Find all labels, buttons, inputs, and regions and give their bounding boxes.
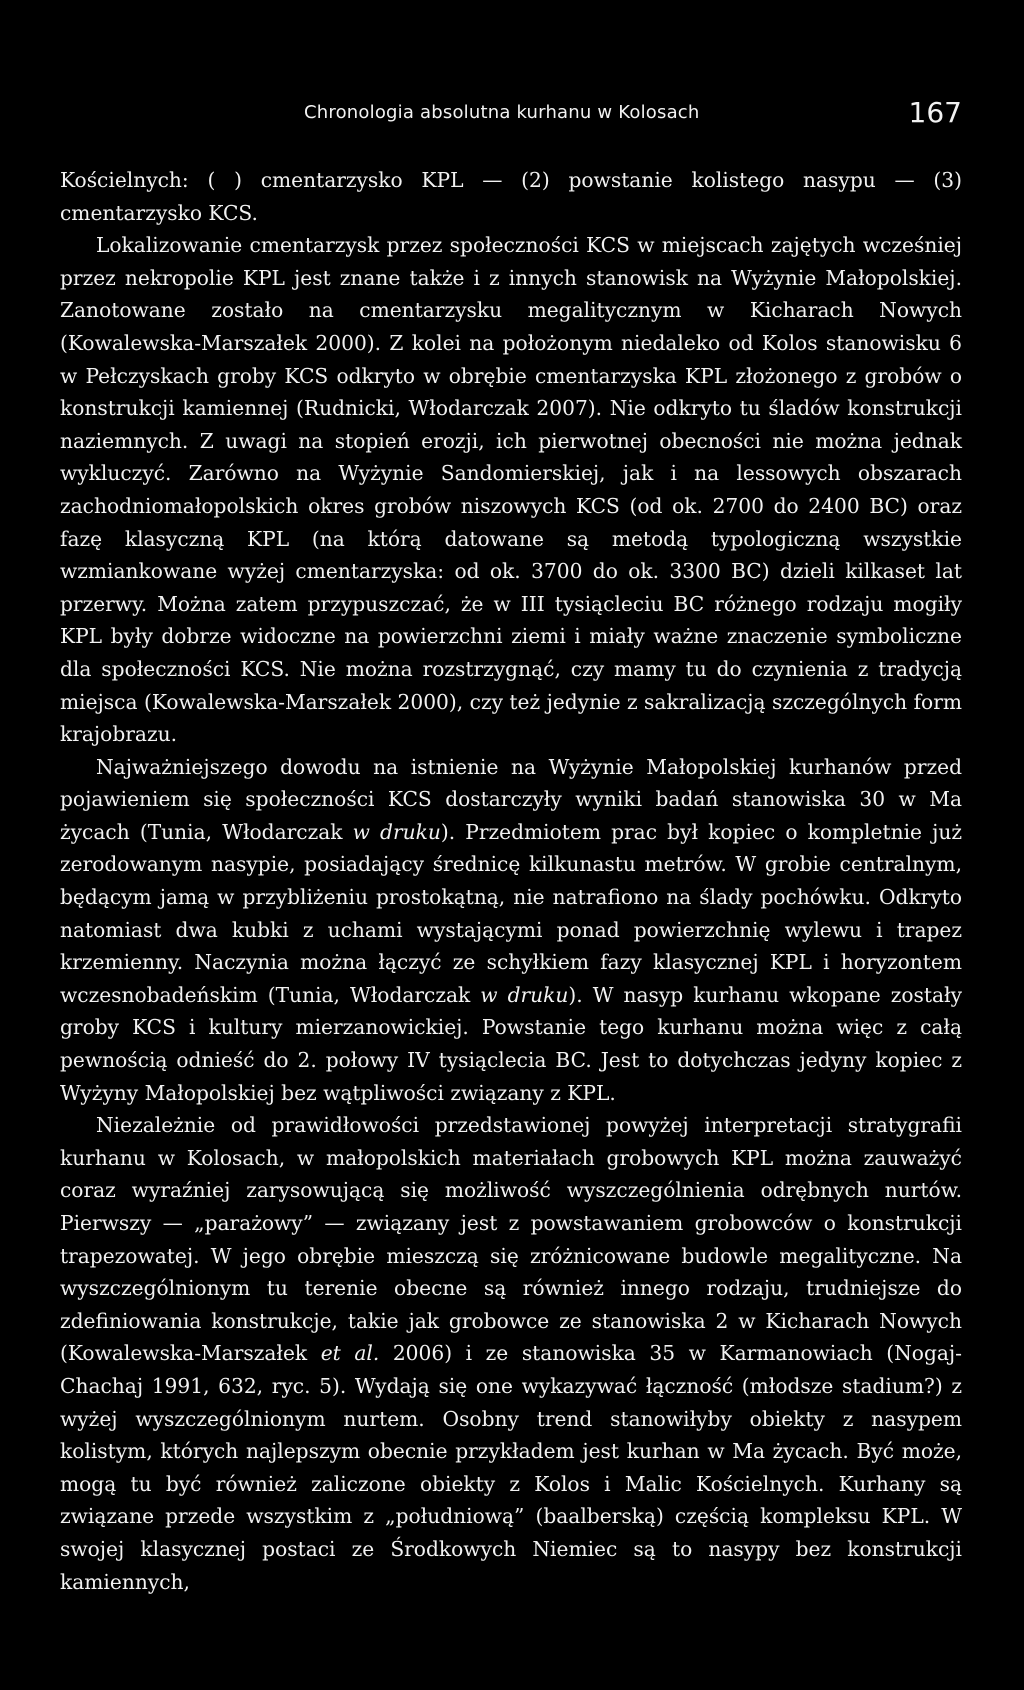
paragraph-text-part: 2006) i ze stanowiska 35 w Karmanowiach (Nogaj-Chachaj 1991, 632, ryc. 5). Wydają się one wykazywać łączność (młodsze stadium?) z wyżej wyszczególnionym nurtem. Osobny trend stanowiłyby obiekty z nasypem kolistym, których najlepszym obecnie przykładem jest kurhan w Ma życach. Być może, mogą tu być również zaliczone obiekty z Kolos i Malic Kościelnych. Kurhany są związane przede wszystkim z „południową” (baalberską) częścią kompleksu KPL. W swojej klasycznej postaci ze Środkowych Niemiec są to nasypy bez konstrukcji kamiennych, <box>60 1341 962 1594</box>
paragraph-kpl-trends <box>60 1109 962 1598</box>
running-header-title: Chronologia absolutna kurhanu w Kolosach <box>304 102 700 123</box>
paragraph-text-part: ). Przedmiotem prac był kopiec o kompletnie już zerodowanym nasypie, posiadający średnicę kilkunastu metrów. W grobie centralnym, będącym jamą w przybliżeniu prostokątną, nie natrafiono na ślady pochówku. Odkryto natomiast dwa kubki z uchami wystającymi ponad powierzchnię wylewu i trapez krzemienny. Naczynia można łączyć ze schyłkiem fazy klasycznej KPL i horyzontem wczesnobadeńskim (Tunia, Włodarczak <box>60 819 963 1007</box>
body-text <box>60 164 962 1598</box>
paragraph-continuation <box>60 164 962 229</box>
paragraph-text-part: Niezależnie od prawidłowości przedstawionej powyżej interpretacji stratygrafii kurhanu w Kolosach, w małopolskich materiałach grobowych KPL można zauważyć coraz wyraźniej zarysowującą się możliwość wyszczególnienia odrębnych nurtów. Pierwszy — „parażowy” — związany jest z powstawaniem grobowców o konstrukcji trapezowatej. W jego obrębie mieszczą się zróżnicowane budowle megalityczne. Na wyszczególnionym tu terenie obecne są również innego rodzaju, trudniejsze do zdefiniowania konstrukcje, takie jak grobowce ze stanowiska 2 w Kicharach Nowych (Kowalewska-Marszałek <box>60 1113 962 1366</box>
paragraph-mazyce-barrow <box>60 751 962 1110</box>
italic-citation: et al. <box>320 1341 380 1366</box>
paragraph-text: Kościelnych: ( ) cmentarzysko KPL — (2) powstanie kolistego nasypu — (3) cmentarzysko KCS. <box>60 168 962 225</box>
page-number: 167 <box>908 96 962 129</box>
book-page <box>60 96 962 1598</box>
paragraph-text-part: ). W nasyp kurhanu wkopane zostały groby KCS i kultury mierzanowickiej. Powstanie tego kurhanu można więc z całą pewnością odnieść do 2. połowy IV tysiąclecia BC. Jest to dotychczas jedyny kopiec z Wyżyny Małopolskiej bez wątpliwości związany z KPL. <box>60 982 962 1105</box>
paragraph-cemetery-localization <box>60 229 962 751</box>
running-header <box>60 96 962 136</box>
italic-citation: w druku <box>480 982 569 1007</box>
paragraph-text-part: Najważniejszego dowodu na istnienie na Wyżynie Małopolskiej kurhanów przed pojawieniem się społeczności KCS dostarczyły wyniki badań stanowiska 30 w Ma życach (Tunia, Włodarczak <box>60 754 962 844</box>
paragraph-text: Lokalizowanie cmentarzysk przez społeczności KCS w miejscach zajętych wcześniej przez nekropolie KPL jest znane także i z innych stanowisk na Wyżynie Małopolskiej. Zanotowane zostało na cmentarzysku megalitycznym w Kicharach Nowych (Kowalewska-Marszałek 2000). Z kolei na położonym niedaleko od Kolos stanowisku 6 w Pełczyskach groby KCS odkryto w obrębie cmentarzyska KPL złożonego z grobów o konstrukcji kamiennej (Rudnicki, Włodarczak 2007). Nie odkryto tu śladów konstrukcji naziemnych. Z uwagi na stopień erozji, ich pierwotnej obecności nie można jednak wykluczyć. Zarówno na Wyżynie Sandomierskiej, jak i na lessowych obszarach zachodniomałopolskich okres grobów niszowych KCS (od ok. 2700 do 2400 BC) oraz fazę klasyczną KPL (na którą datowane są metodą typologiczną wszystkie wzmiankowane wyżej cmentarzyska: od ok. 3700 do ok. 3300 BC) dzieli kilkaset lat przerwy. Można zatem przypuszczać, że w III tysiącleciu BC różnego rodzaju mogiły KPL były dobrze widoczne na powierzchni ziemi i miały ważne znaczenie symboliczne dla społeczności KCS. Nie można rozstrzygnąć, czy mamy tu do czynienia z tradycją miejsca (Kowalewska-Marszałek 2000), czy też jedynie z sakralizacją szczególnych form krajobrazu. <box>60 233 962 747</box>
italic-citation: w druku <box>352 819 441 844</box>
